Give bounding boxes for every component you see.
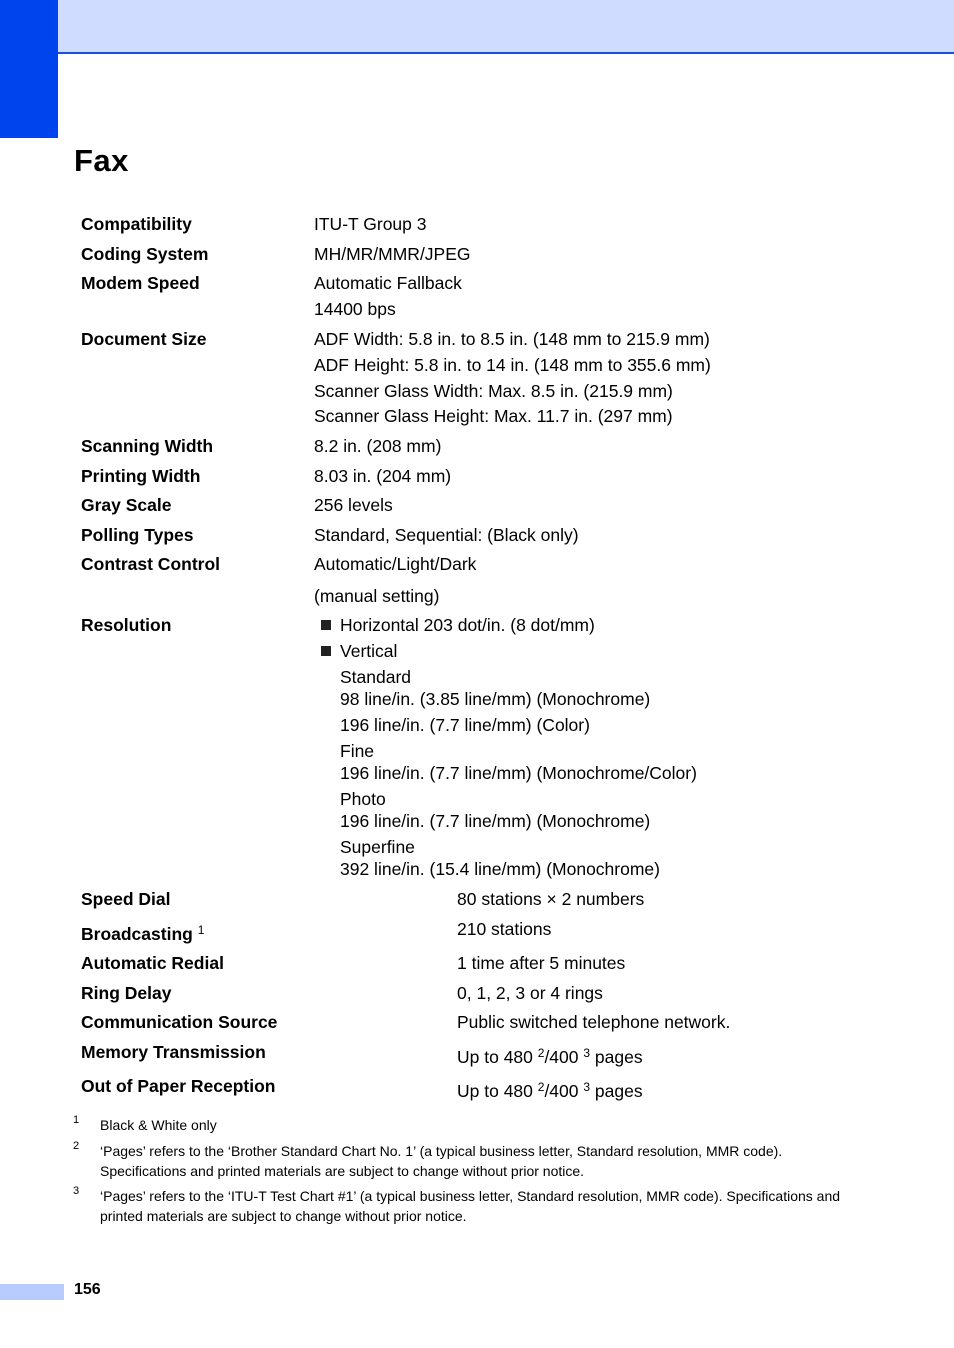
spec-label-contrast-control: Contrast Control	[81, 554, 221, 574]
spec-label-polling-types: Polling Types	[81, 525, 194, 545]
resolution-fine-line: 196 line/in. (7.7 line/mm) (Monochrome/Color)	[340, 763, 697, 783]
spec-value-out-of-paper-reception: Up to 480 $^2$/400 $^3$ pages	[457, 1080, 643, 1101]
page-title: Fax	[74, 143, 129, 178]
footnote-number: 1	[73, 1114, 80, 1126]
resolution-horizontal: Horizontal 203 dot/in. (8 dot/mm)	[340, 615, 595, 635]
spec-value-document-size-line: Scanner Glass Width: Max. 8.5 in. (215.9 mm)	[314, 381, 673, 401]
footnote-text: Black & White only	[100, 1117, 217, 1133]
times-symbol: ×	[546, 889, 557, 909]
spec-label-scanning-width: Scanning Width	[81, 436, 214, 456]
spec-label-modem-speed: Modem Speed	[81, 273, 200, 293]
footnote-number: 2	[73, 1140, 80, 1152]
resolution-standard-line: 98 line/in. (3.85 line/mm) (Monochrome)	[340, 689, 651, 709]
chapter-tab	[0, 0, 58, 138]
spec-label-broadcasting: Broadcasting $^1$	[81, 923, 205, 944]
footnote-ref[interactable]: 3	[583, 1046, 591, 1060]
spec-value-memory-transmission: Up to 480 $^2$/400 $^3$ pages	[457, 1046, 643, 1067]
spec-value-modem-speed-line: Automatic Fallback	[314, 273, 462, 293]
spec-value-document-size-line: ADF Width: 5.8 in. to 8.5 in. (148 mm to 215.9 mm)	[314, 329, 710, 349]
spec-label-resolution: Resolution	[81, 615, 172, 635]
spec-label-printing-width: Printing Width	[81, 466, 201, 486]
spec-value-modem-speed-line: 14400 bps	[314, 299, 396, 319]
spec-label-coding-system: Coding System	[81, 244, 209, 264]
spec-label-gray-scale: Gray Scale	[81, 495, 172, 515]
spec-value-document-size-line: Scanner Glass Height: Max. 11.7 in. (297 mm)	[314, 406, 673, 426]
spec-value-contrast-control-line: (manual setting)	[314, 586, 440, 606]
resolution-vertical: Vertical	[340, 641, 398, 661]
footnote-ref[interactable]: 2	[537, 1080, 545, 1094]
spec-value-contrast-control-line: Automatic/Light/Dark	[314, 554, 477, 574]
spec-value-polling-types: Standard, Sequential: (Black only)	[314, 525, 579, 545]
resolution-superfine-line: 392 line/in. (15.4 line/mm) (Monochrome)	[340, 859, 660, 879]
bullet-square-icon	[321, 620, 331, 630]
spec-label-memory-transmission: Memory Transmission	[81, 1042, 266, 1062]
footnote-text: ‘Pages’ refers to the ‘ITU-T Test Chart #1’ (a typical business letter, Standard resolution, MMR code). Specifications and printed materials are subject to change without prior notice.	[100, 1188, 841, 1224]
resolution-standard-line: 196 line/in. (7.7 line/mm) (Color)	[340, 715, 590, 735]
spec-value-scanning-width: 8.2 in. (208 mm)	[314, 436, 442, 456]
spec-value-compatibility: ITU-T Group 3	[314, 214, 427, 234]
footnote-ref[interactable]: 2	[537, 1046, 545, 1060]
spec-value-document-size-line: ADF Height: 5.8 in. to 14 in. (148 mm to 355.6 mm)	[314, 355, 711, 375]
spec-value-broadcasting: 210 stations	[457, 919, 552, 939]
footnote-text: ‘Pages’ refers to the ‘Brother Standard Chart No. 1’ (a typical business letter, Standard resolution, MMR code). Specifications and printed materials are subject to change without prior notice.	[100, 1143, 783, 1179]
spec-value-coding-system: MH/MR/MMR/JPEG	[314, 244, 471, 264]
resolution-standard-label: Standard	[340, 667, 412, 687]
spec-label-document-size: Document Size	[81, 329, 207, 349]
bullet-square-icon	[321, 646, 331, 656]
page-number: 156	[74, 1281, 101, 1298]
spec-label-automatic-redial: Automatic Redial	[81, 953, 224, 973]
spec-value-ring-delay: 0, 1, 2, 3 or 4 rings	[457, 983, 603, 1003]
spec-value-printing-width: 8.03 in. (204 mm)	[314, 466, 452, 486]
spec-label-ring-delay: Ring Delay	[81, 983, 172, 1003]
footnote-ref[interactable]: 3	[583, 1080, 591, 1094]
resolution-photo-line: 196 line/in. (7.7 line/mm) (Monochrome)	[340, 811, 651, 831]
resolution-photo-label: Photo	[340, 789, 386, 809]
page-number-tab	[0, 1284, 64, 1300]
header-band	[58, 0, 954, 54]
footnote-number: 3	[73, 1185, 80, 1197]
spec-value-automatic-redial: 1 time after 5 minutes	[457, 953, 626, 973]
spec-value-gray-scale: 256 levels	[314, 495, 393, 515]
spec-label-communication-source: Communication Source	[81, 1012, 278, 1032]
spec-label-compatibility: Compatibility	[81, 214, 192, 234]
resolution-superfine-label: Superfine	[340, 837, 415, 857]
resolution-fine-label: Fine	[340, 741, 375, 761]
spec-label-out-of-paper-reception: Out of Paper Reception	[81, 1076, 276, 1096]
spec-value-communication-source: Public switched telephone network.	[457, 1012, 731, 1032]
spec-value-speed-dial: 80 stations × 2 numbers	[457, 889, 645, 909]
spec-label-speed-dial: Speed Dial	[81, 889, 171, 909]
footnote-ref[interactable]: 1	[197, 923, 205, 937]
